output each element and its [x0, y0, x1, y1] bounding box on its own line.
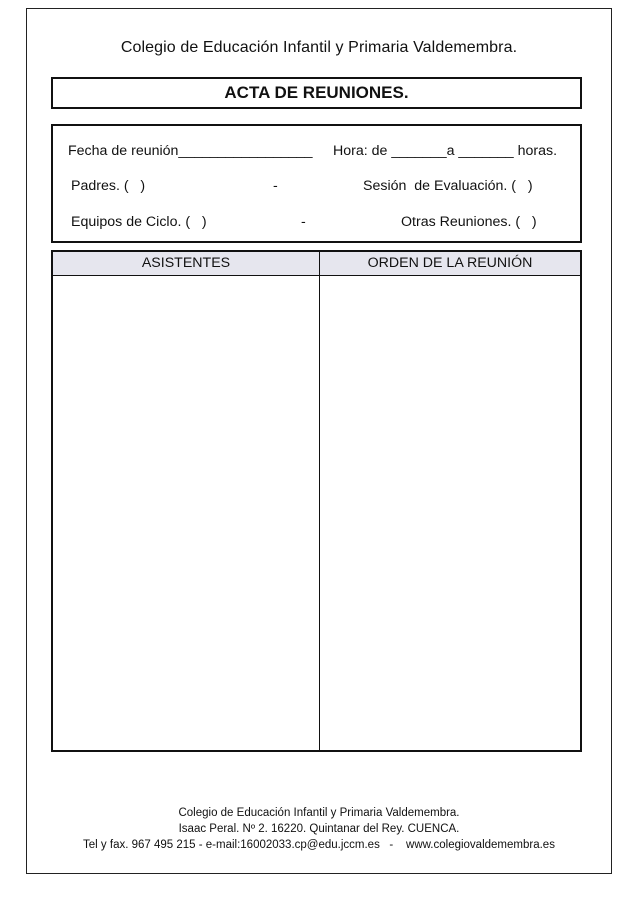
column-header-asistentes: ASISTENTES	[141, 255, 231, 271]
document-title: ACTA DE REUNIONES.	[51, 77, 582, 109]
otras-reuniones-option: Otras Reuniones. ( )	[401, 214, 537, 230]
sesion-evaluacion-option: Sesión de Evaluación. ( )	[363, 178, 533, 194]
separator-dash: -	[273, 178, 278, 194]
hora-field-label: Hora: de _______a _______ horas.	[333, 143, 558, 159]
separator-dash: -	[301, 214, 306, 230]
column-header-orden: ORDEN DE LA REUNIÓN	[367, 255, 533, 271]
table-header-row	[53, 252, 580, 276]
meeting-info-box	[51, 124, 582, 243]
padres-option: Padres. ( )	[71, 178, 146, 194]
fecha-field-label: Fecha de reunión_________________	[68, 143, 313, 159]
column-divider	[319, 252, 320, 750]
footer-address: Isaac Peral. Nº 2. 16220. Quintanar del Rey. CUENCA.	[178, 823, 460, 835]
equipos-ciclo-option: Equipos de Ciclo. ( )	[71, 214, 207, 230]
school-header: Colegio de Educación Infantil y Primaria Valdemembra.	[120, 39, 518, 56]
attendance-agenda-table	[51, 250, 582, 752]
footer-school-name: Colegio de Educación Infantil y Primaria Valdemembra.	[178, 807, 460, 819]
footer-contact: Tel y fax. 967 495 215 - e-mail:16002033.cp@edu.jccm.es - www.colegiovaldemembra.es	[83, 839, 555, 851]
